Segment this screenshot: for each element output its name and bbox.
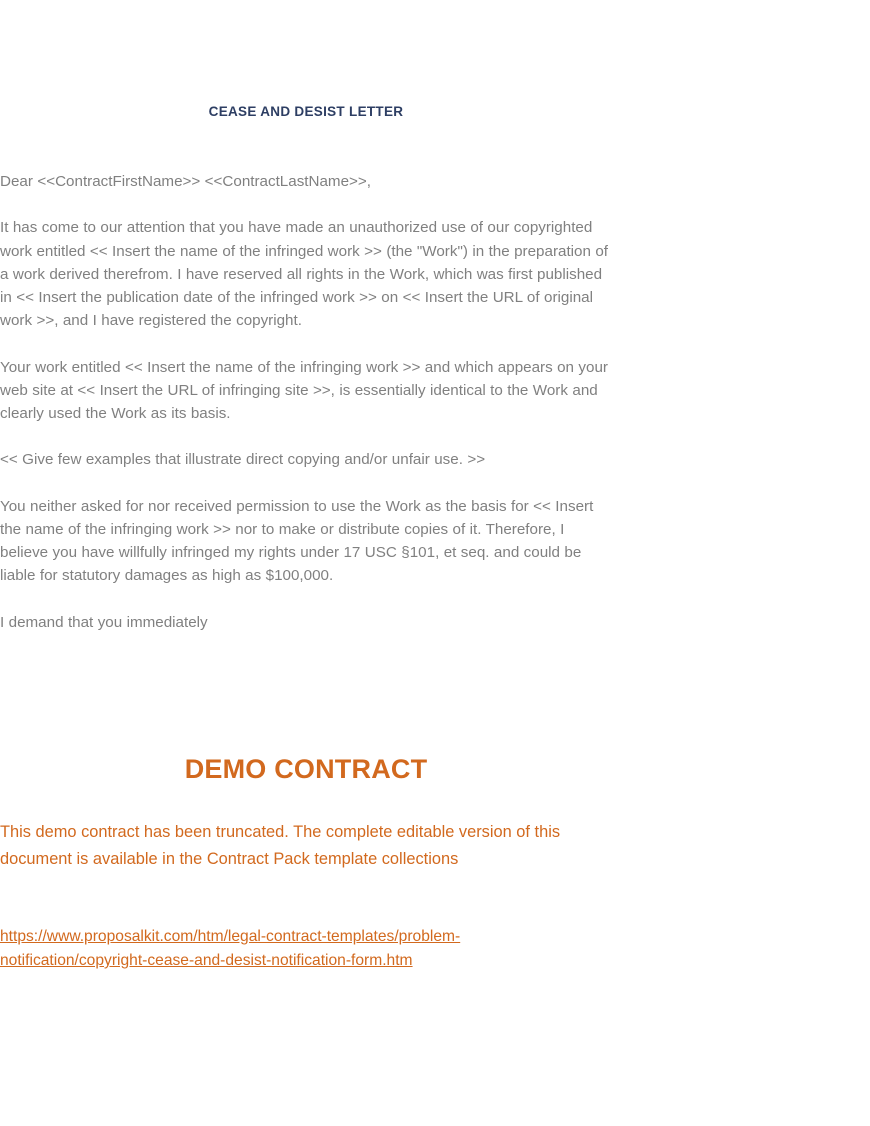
paragraph-examples-placeholder: << Give few examples that illustrate direct copying and/or unfair use. >> bbox=[0, 451, 486, 469]
demo-contract-heading: DEMO CONTRACT bbox=[184, 754, 428, 784]
demo-contract-link[interactable]: https://www.proposalkit.com/htm/legal-contract-templates/problem-notification/copyright-cease-and-desist-notification-form.htm bbox=[0, 928, 461, 969]
salutation-line: Dear <<ContractFirstName>> <<ContractLastName>>, bbox=[0, 173, 371, 190]
demo-truncation-note: This demo contract has been truncated. The complete editable version of this document is available in the Contract Pack template collections bbox=[0, 823, 561, 868]
letter-body bbox=[0, 170, 612, 634]
paragraph-no-permission: You neither asked for nor received permission to use the Work as the basis for << Insert the name of the infringing work >> nor to make or distribute copies of it. Therefore, I believe you have willfully infringed my rights under 17 USC §101, et seq. and could be liable for statutory damages as high as $100,000. bbox=[0, 497, 594, 585]
page-title: CEASE AND DESIST LETTER bbox=[208, 104, 404, 119]
paragraph-infringing-work: Your work entitled << Insert the name of the infringing work >> and which appears on your web site at << Insert the URL of infringing site >>, is essentially identical to the Work and clearly used the Work as its basis. bbox=[0, 358, 608, 422]
paragraph-demand: I demand that you immediately bbox=[0, 613, 208, 631]
paragraph-copyright-notice: It has come to our attention that you have made an unauthorized use of our copyrighted work entitled << Insert the name of the infringed work >> (the "Work") in the preparation of a work derived therefrom. I have reserved all rights in the Work, which was first published in << Insert the publication date of the infringed work >> on << Insert the URL of original work >>, and I have registered the copyright. bbox=[0, 219, 609, 330]
